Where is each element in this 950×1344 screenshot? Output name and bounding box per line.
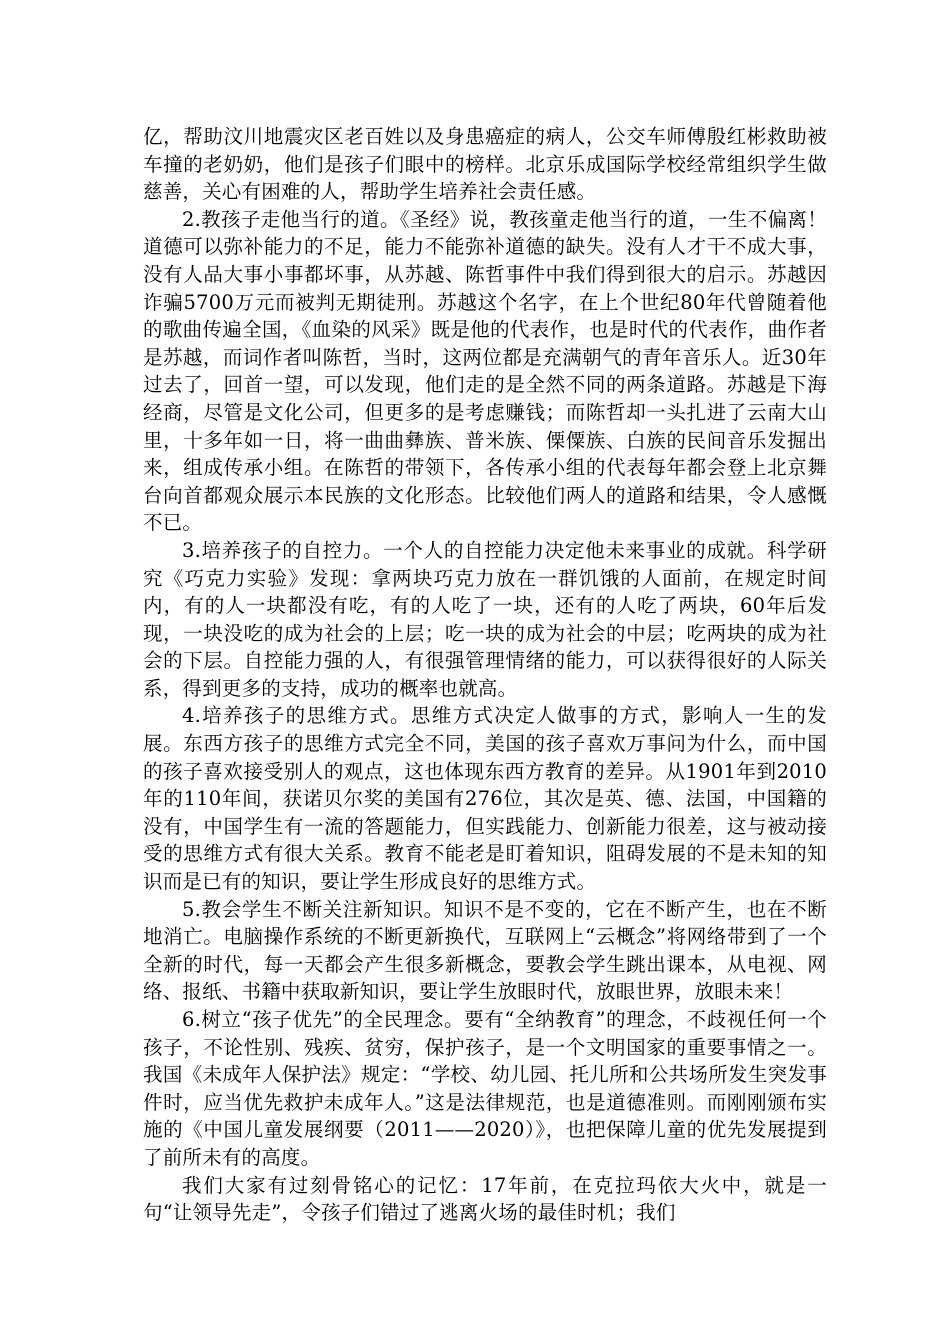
- paragraph-closing: 我们大家有过刻骨铭心的记忆：17年前，在克拉玛依大火中，就是一句“让领导先走”，令孩子们错过了逃离火场的最佳时机；我们: [143, 1173, 827, 1225]
- paragraph-item-4: 4.培养孩子的思维方式。思维方式决定人做事的方式，影响人一生的发展。东西方孩子的思维方式完全不同，美国的孩子喜欢万事问为什么，而中国的孩子喜欢接受别人的观点，这也体现东西方教育的差异。从1901年到2010年的110年间，获诺贝尔奖的美国有276位，其次是英、德、法国，中国籍的没有，中国学生有一流的答题能力，但实践能力、创新能力很差，这与被动接受的思维方式有很大关系。教育不能老是盯着知识，阻碍发展的不是未知的知识而是已有的知识，要让学生形成良好的思维方式。: [143, 704, 827, 894]
- paragraph-item-3: 3.培养孩子的自控力。一个人的自控能力决定他未来事业的成就。科学研究《巧克力实验》发现：拿两块巧克力放在一群饥饿的人面前，在规定时间内，有的人一块都没有吃，有的人吃了一块，还有的人吃了两块，60年后发现，一块没吃的成为社会的上层；吃一块的成为社会的中层；吃两块的成为社会的下层。自控能力强的人，有很强管理情绪的能力，可以获得很好的人际关系，得到更多的支持，成功的概率也就高。: [143, 538, 827, 700]
- paragraph-item-6: 6.树立“孩子优先”的全民理念。要有“全纳教育”的理念，不歧视任何一个孩子，不论性别、残疾、贫穷，保护孩子，是一个文明国家的重要事情之一。我国《未成年人保护法》规定：“学校、幼儿园、托儿所和公共场所发生突发事件时，应当优先救护未成年人。”这是法律规范，也是道德准则。而刚刚颁布实施的《中国儿童发展纲要（2011——2020）》，也把保障儿童的优先发展提到了前所未有的高度。: [143, 1008, 827, 1169]
- paragraph-item-2: 2.教孩子走他当行的道。《圣经》说，教孩童走他当行的道，一生不偏离！道德可以弥补能力的不足，能力不能弥补道德的缺失。没有人才干不成大事，没有人品大事小事都坏事，从苏越、陈哲事件中我们得到很大的启示。苏越因诈骗5700万元而被判无期徒刑。苏越这个名字，在上个世纪80年代曾随着他的歌曲传遍全国，《血染的风采》既是他的代表作，也是时代的代表作，曲作者是苏越，而词作者叫陈哲，当时，这两位都是充满朝气的青年音乐人。近30年过去了，回首一望，可以发现，他们走的是全然不同的两条道路。苏越是下海经商，尽管是文化公司，但更多的是考虑赚钱；而陈哲却一头扎进了云南大山里，十多年如一日，将一曲曲彝族、普米族、傈僳族、白族的民间音乐发掘出来，组成传承小组。在陈哲的带领下，各传承小组的代表每年都会登上北京舞台向首都观众展示本民族的文化形态。比较他们两人的道路和结果，令人感慨不已。: [143, 207, 827, 535]
- paragraph-continuation: 亿，帮助汶川地震灾区老百姓以及身患癌症的病人，公交车师傅殷红彬救助被车撞的老奶奶，他们是孩子们眼中的榜样。北京乐成国际学校经常组织学生做慈善，关心有困难的人，帮助学生培养社会责任感。: [143, 125, 827, 204]
- document-page: [143, 123, 827, 1227]
- paragraph-item-5: 5.教会学生不断关注新知识。知识不是不变的，它在不断产生，也在不断地消亡。电脑操作系统的不断更新换代，互联网上“云概念”将网络带到了一个全新的时代，每一天都会产生很多新概念，要教会学生跳出课本，从电视、网络、报纸、书籍中获取新知识，要让学生放眼时代，放眼世界，放眼未来！: [143, 897, 827, 1004]
